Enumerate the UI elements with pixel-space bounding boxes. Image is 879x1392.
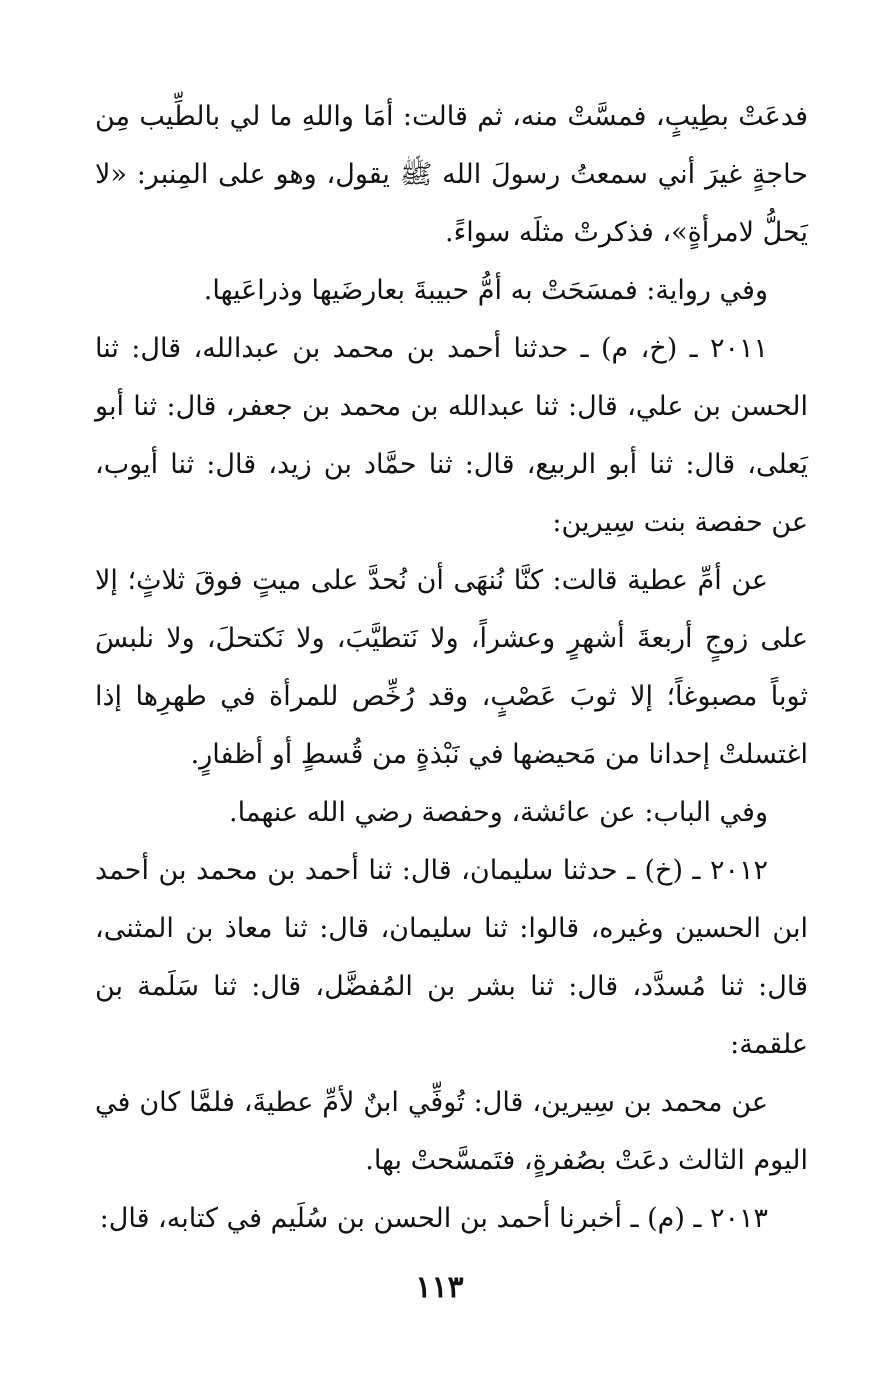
- paragraph-fil-bab: وفي الباب: عن عائشة، وحفصة رضي الله عنهما.: [229, 797, 768, 828]
- paragraph-hadith-2013-isnad: ٢٠١٣ ـ (م) ـ أخبرنا أحمد بن الحسن بن سُلَيم في كتابه، قال:: [99, 1203, 768, 1234]
- paragraph-hadith-2011-matn: عن أمِّ عطية قالت: كنَّا نُنهَى أن نُحدَّ على ميتٍ فوقَ ثلاثٍ؛ إلا على زوجٍ أربعةَ أشهرٍ وعشراً، ولا نَتطيَّبَ، ولا نَكتحلَ، ولا نلبسَ ثوباً مصبوغاً؛ إلا ثوبَ عَصْبٍ، وقد رُخِّص للمرأة في طهرِها إذا اغتسلتْ إحدانا من مَحيضها في نَبْذةٍ من قُسطٍ أو أظفارٍ.: [95, 565, 808, 770]
- paragraph-continuation: فدعَتْ بطِيبٍ، فمسَّتْ منه، ثم قالت: أمَا واللهِ ما لي بالطِّيب مِن حاجةٍ غيرَ أني سمعتُ رسولَ الله ﷺ يقول، وهو على المِنبر: «لا يَحلُّ لامرأةٍ»، فذكرتْ مثلَه سواءً.: [95, 101, 808, 248]
- page-text: [95, 88, 808, 1248]
- paragraph-hadith-2012-isnad: ٢٠١٢ ـ (خ) ـ حدثنا سليمان، قال: ثنا أحمد بن محمد بن أحمد ابن الحسين وغيره، قالوا: ثنا سليمان، قال: ثنا معاذ بن المثنى، قال: ثنا مُسدَّد، قال: ثنا بشر بن المُفضَّل، قال: ثنا سَلَمة بن علقمة:: [95, 855, 808, 1060]
- paragraph-hadith-2012-matn: عن محمد بن سِيرين، قال: تُوفِّي ابنٌ لأمِّ عطيةَ، فلمَّا كان في اليوم الثالث دعَتْ بصُفرةٍ، فتَمسَّحتْ بها.: [95, 1087, 808, 1176]
- paragraph-hadith-2011-isnad: ٢٠١١ ـ (خ، م) ـ حدثنا أحمد بن محمد بن عبدالله، قال: ثنا الحسن بن علي، قال: ثنا عبدالله بن محمد بن جعفر، قال: ثنا أبو يَعلى، قال: ثنا أبو الربيع، قال: ثنا حمَّاد بن زيد، قال: ثنا أيوب، عن حفصة بنت سِيرين:: [95, 333, 808, 538]
- paragraph-riwaya: وفي رواية: فمسَحَتْ به أمُّ حبيبةَ بعارضَيها وذراعَيها.: [203, 275, 768, 306]
- page-number: ١١٣: [415, 1270, 464, 1305]
